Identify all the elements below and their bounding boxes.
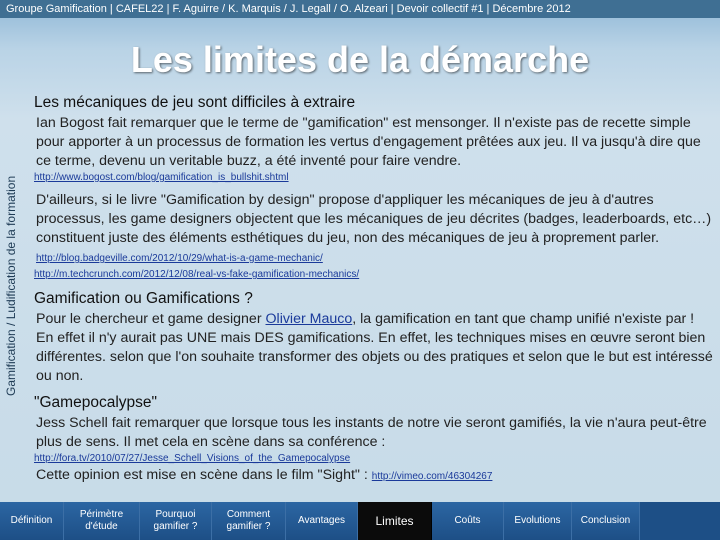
- section-3-paragraph-2: [34, 466, 714, 486]
- bottom-navigation: [0, 502, 720, 540]
- section-3-paragraph-2-text: Cette opinion est mise en scène dans le film "Sight" :: [36, 467, 368, 483]
- section-heading-3: "Gamepocalypse": [34, 394, 158, 411]
- techcrunch-link[interactable]: http://m.techcrunch.com/2012/12/08/real-vs-fake-gamification-mechanics/: [34, 269, 360, 280]
- nav-pourquoi[interactable]: Pourquoi gamifier ?: [140, 502, 212, 540]
- section-1-paragraph-2-text: D'ailleurs, si le livre "Gamification by design" propose d'appliquer les mécaniques de jeu à d'autres processus, les game designers objectent que les mécaniques de jeu décrites (badges, leaderboards, etc…) constituent juste des éléments esthétiques du jeu, non des mécaniques de jeu à proprement parler.: [36, 192, 712, 246]
- side-label: Gamification / Ludification de la formation: [4, 175, 18, 396]
- section-3-paragraph: Jess Schell fait remarquer que lorsque tous les instants de notre vie seront gamifiés, la vie n'aura peut-être plus de sens. Il met cela en scène dans sa conférence :: [36, 415, 707, 450]
- fora-link[interactable]: http://fora.tv/2010/07/27/Jesse_Schell_Visions_of_the_Gamepocalypse: [34, 453, 351, 464]
- section-2-paragraph: [34, 310, 714, 386]
- nav-avantages[interactable]: Avantages: [286, 502, 358, 540]
- header-text: Groupe Gamification | CAFEL22 | F. Aguirre / K. Marquis / J. Legall / O. Alzeari | Devoir collectif #1 | Décembre 2012: [6, 3, 571, 15]
- badgeville-link[interactable]: http://blog.badgeville.com/2012/10/29/what-is-a-game-mechanic/: [36, 253, 323, 264]
- nav-comment[interactable]: Comment gamifier ?: [212, 502, 286, 540]
- nav-limites[interactable]: Limites: [358, 502, 432, 540]
- section-2-text-after: , la gamification en tant que champ unifié n'existe par ! En effet il n'y aurait pas UNE mais DES gamifications. En effet, les techniques mises en œuvre seront bien différentes. selon que l'on souhaite transformer des objets ou des pratiques et selon que le but est intéressé ou non.: [36, 311, 713, 384]
- section-heading-2: Gamification ou Gamifications ?: [34, 290, 253, 307]
- nav-perimetre[interactable]: Périmètre d'étude: [64, 502, 140, 540]
- vimeo-link[interactable]: http://vimeo.com/46304267: [371, 471, 493, 482]
- page-title: Les limites de la démarche: [130, 39, 590, 80]
- nav-evolutions[interactable]: Evolutions: [504, 502, 572, 540]
- mauco-link[interactable]: Olivier Mauco: [265, 311, 353, 327]
- bogost-link[interactable]: http://www.bogost.com/blog/gamification_is_bullshit.shtml: [34, 172, 289, 183]
- main-content: [34, 92, 714, 486]
- section-heading-1: Les mécaniques de jeu sont difficiles à extraire: [34, 94, 356, 111]
- nav-couts[interactable]: Coûts: [432, 502, 504, 540]
- section-1-paragraph: Ian Bogost fait remarquer que le terme de "gamification" est mensonger. Il n'existe pas de recette simple pour apporter à un processus de formation les vertus d'engagement prêtées aux jeu. Il va jusqu'à dire que ce terme, devenu un veritable buzz, a été inventé pour faire vendre.: [36, 115, 701, 169]
- nav-definition[interactable]: Définition: [0, 502, 64, 540]
- section-1-paragraph-2: [34, 191, 714, 268]
- nav-conclusion[interactable]: Conclusion: [572, 502, 640, 540]
- header-bar: [0, 0, 720, 18]
- section-2-text-before: Pour le chercheur et game designer: [36, 311, 266, 327]
